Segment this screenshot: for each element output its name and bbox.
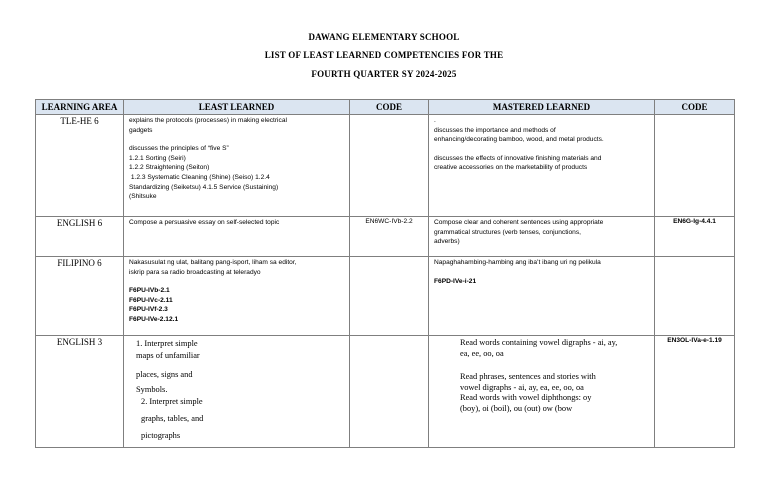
text-line: graphs, tables, and <box>141 414 204 423</box>
text-line: Napaghahambing-hambing ang iba’t ibang uri ng pelikula <box>434 259 601 266</box>
text-line: 1.2.1 Sorting (Seiri) <box>129 154 186 162</box>
mastered-learned-cell <box>429 257 655 336</box>
least-learned-cell <box>124 257 350 336</box>
learning-area-cell: ENGLISH 3 <box>36 336 124 448</box>
code-cell <box>350 257 429 336</box>
text-line: Read phrases, sentences and stories with <box>460 372 596 381</box>
text-line: discusses the effects of innovative finishing materials and <box>434 154 602 162</box>
text-line: ea, ee, oo, oa <box>460 348 504 358</box>
column-header: LEARNING AREA <box>36 100 124 115</box>
document-title: LIST OF LEAST LEARNED COMPETENCIES FOR THE <box>264 50 504 60</box>
competency-code: F6PU-IVe-2.12.1 <box>129 315 179 323</box>
mastered-code-cell: EN6G-Ig-4.4.1 <box>655 217 735 257</box>
learning-area-cell: ENGLISH 6 <box>36 217 124 257</box>
text-line: (boy), oi (boil), ou (out) ow (bow <box>460 403 573 413</box>
mastered-learned-cell <box>429 336 655 448</box>
mastered-code-cell: EN3OL-IVa-e-1.19 <box>655 336 735 448</box>
table-header-row <box>36 100 735 115</box>
column-header: CODE <box>655 100 735 115</box>
competency-code: F6PU-IVc-2.11 <box>129 296 173 304</box>
competency-code: F6PU-IVb-2.1 <box>129 287 170 295</box>
text-line: pictographs <box>141 431 181 440</box>
text-line: Standardizing (Seiketsu) 4.1.5 Service (Sustaining) <box>129 183 279 191</box>
text-line: Symbols. <box>136 385 168 394</box>
mastered-code-cell <box>655 115 735 217</box>
text-line: iskrip para sa radio broadcasting at teleradyo <box>129 268 261 276</box>
text-line: vowel digraphs - ai, ay, ea, ee, oo, oa <box>460 382 584 392</box>
text-line: discusses the importance and methods of <box>434 126 556 134</box>
table-row <box>36 336 735 448</box>
text-line: . <box>434 117 436 124</box>
text-line: gadgets <box>129 126 153 134</box>
text-line: (Shitsuke <box>129 193 157 201</box>
learning-area-cell: TLE-HE 6 <box>36 115 124 217</box>
code-cell <box>350 336 429 448</box>
text-line: explains the protocols (processes) in making electrical <box>129 117 287 124</box>
text-line: enhancing/decorating bamboo, wood, and metal products. <box>434 136 604 144</box>
text-line: Read words containing vowel digraphs - ai, ay, <box>460 338 618 347</box>
text-line: discusses the principles of “five S” <box>129 145 229 153</box>
mastered-code-cell <box>655 257 735 336</box>
competency-code: F6PU-IVf-2.3 <box>129 306 168 314</box>
table-row <box>36 115 735 217</box>
table-row <box>36 217 735 257</box>
school-name: DAWANG ELEMENTARY SCHOOL <box>308 32 460 42</box>
mastered-learned-cell <box>429 217 655 257</box>
text-line: 2. Interpret simple <box>141 397 203 406</box>
text-line: creative accessories on the marketability of products <box>434 164 588 172</box>
code-cell: EN6WC-IVb-2.2 <box>350 217 429 257</box>
document-period: FOURTH QUARTER SY 2024-2025 <box>311 69 457 79</box>
competency-code: F6PD-IVe-i-21 <box>434 277 477 285</box>
mastered-learned-cell <box>429 115 655 217</box>
learning-area-cell: FILIPINO 6 <box>36 257 124 336</box>
text-line: 1.2.2 Straightening (Seiton) <box>129 164 210 172</box>
text-line: Compose clear and coherent sentences using appropriate <box>434 219 604 226</box>
text-line: grammatical structures (verb tenses, conjunctions, <box>434 228 581 236</box>
table-row <box>36 257 735 336</box>
column-header: LEAST LEARNED <box>124 100 350 115</box>
column-header: MASTERED LEARNED <box>429 100 655 115</box>
least-learned-cell <box>124 217 350 257</box>
competencies-table <box>35 99 735 448</box>
text-line: places, signs and <box>136 370 193 379</box>
text-line: Compose a persuasive essay on self-selected topic <box>129 219 280 226</box>
column-header: CODE <box>350 100 429 115</box>
text-line: Nakasusulat ng ulat, balitang pang-isport, liham sa editor, <box>129 259 297 266</box>
text-line: 1.2.3 Systematic Cleaning (Shine) (Seiso) 1.2.4 <box>129 173 270 181</box>
code-cell <box>350 115 429 217</box>
text-line: Read words with vowel diphthongs: oy <box>460 393 592 402</box>
least-learned-cell <box>124 115 350 217</box>
least-learned-cell <box>124 336 350 448</box>
text-line: adverbs) <box>434 238 460 246</box>
text-line: 1. Interpret simple <box>136 339 198 348</box>
text-line: maps of unfamiliar <box>136 351 200 360</box>
